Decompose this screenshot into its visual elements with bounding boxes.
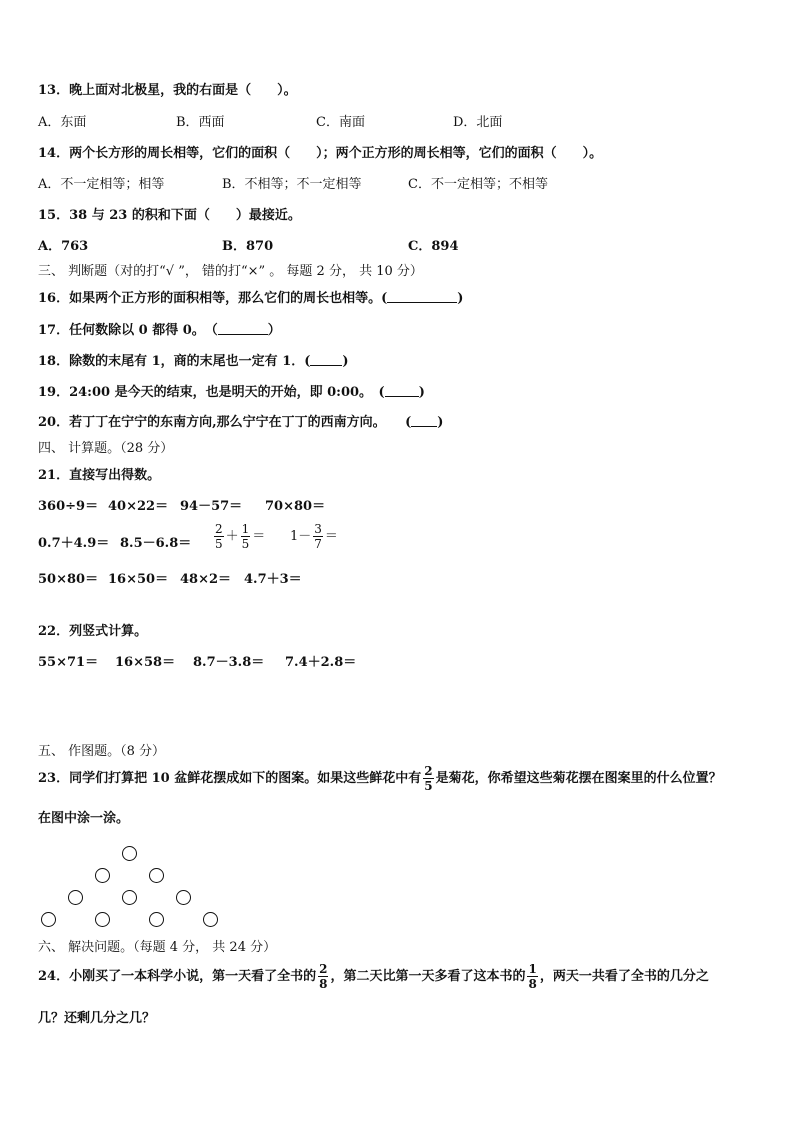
- question-18: [38, 353, 349, 371]
- question-20: [38, 414, 443, 432]
- calc-expression: 94－57＝: [180, 499, 243, 514]
- question-24-text: 24．小刚买了一本科学小说，第一天看了全书的: [38, 969, 317, 984]
- fraction: [313, 522, 323, 551]
- question-16-text: 16．如果两个正方形的面积相等，那么它们的周长也相等。(: [38, 291, 388, 306]
- lead-term: 1－: [290, 529, 312, 544]
- question-17-close: ）: [267, 323, 281, 338]
- q15-option-a: A．763: [38, 239, 89, 254]
- calc-expression: 70×80＝: [265, 499, 326, 514]
- question-17-text: 17．任何数除以 0 都得 0。 （: [38, 323, 218, 338]
- question-24-text-end: ，两天一共看了全书的几分之: [539, 969, 709, 984]
- q15-option-b: B．870: [222, 239, 274, 254]
- answer-blank-18[interactable]: [310, 353, 342, 366]
- q13-option-c: C．南面: [316, 115, 365, 130]
- operator: ＋: [225, 529, 239, 544]
- question-23-text-cont: 是菊花，你希望这些菊花摆在图案里的什么位置？: [435, 771, 722, 786]
- calc-expression: 7.4＋2.8＝: [285, 655, 357, 670]
- question-19: [38, 384, 425, 402]
- denominator: 8: [319, 977, 328, 991]
- numerator: 2: [215, 522, 223, 536]
- flower-circle[interactable]: [149, 912, 164, 927]
- question-18-text: 18．除数的末尾有 1，商的末尾也一定有 1．(: [38, 354, 311, 369]
- denominator: 5: [215, 537, 223, 551]
- question-21: 21．直接写出得数。: [38, 468, 161, 483]
- calc-expression: 8.7－3.8＝: [193, 655, 265, 670]
- numerator: 2: [424, 764, 433, 778]
- calc-expression: 50×80＝: [38, 572, 99, 587]
- calc-expression: 48×2＝: [180, 572, 232, 587]
- flower-circle[interactable]: [203, 912, 218, 927]
- section-4-title: 四、 计算题。（28 分）: [38, 441, 174, 456]
- denominator: 5: [424, 779, 433, 793]
- calc-expression: 16×58＝: [115, 655, 176, 670]
- question-16-close: ): [457, 291, 464, 306]
- question-17: [38, 322, 281, 340]
- fraction: [527, 962, 537, 991]
- section-3-title: 三、 判断题（对的打“√ ”， 错的打“×” 。 每题 2 分， 共 10 分）: [38, 264, 423, 279]
- question-20-text: 20．若丁丁在宁宁的东南方向,那么宁宁在丁丁的西南方向。 (: [38, 415, 412, 430]
- calc-expression: 0.7＋4.9＝: [38, 536, 110, 551]
- flower-circle[interactable]: [176, 890, 191, 905]
- question-23: [38, 764, 722, 793]
- answer-blank-20[interactable]: [411, 414, 437, 427]
- question-20-close: ): [437, 415, 444, 430]
- question-24-text-cont: ，第二天比第一天多看了这本书的: [330, 969, 526, 984]
- question-22: 22．列竖式计算。: [38, 624, 148, 639]
- calc-expression: 16×50＝: [108, 572, 169, 587]
- question-15: 15．38 与 23 的积和下面（ ）最接近。: [38, 208, 301, 223]
- flower-circle[interactable]: [95, 868, 110, 883]
- numerator: 1: [241, 522, 250, 536]
- q13-option-b: B．西面: [176, 115, 225, 130]
- numerator: 1: [528, 962, 537, 976]
- question-18-close: ): [342, 354, 349, 369]
- section-5-title: 五、 作图题。（8 分）: [38, 744, 166, 759]
- question-24-line2: 几？还剩几分之几？: [38, 1011, 156, 1026]
- denominator: 5: [241, 537, 250, 551]
- fraction: [318, 962, 328, 991]
- question-19-text: 19．24:00 是今天的结束，也是明天的开始，即 0:00。 (: [38, 385, 385, 400]
- denominator: 7: [314, 537, 322, 551]
- equals: ＝: [324, 529, 338, 544]
- flower-circle[interactable]: [122, 890, 137, 905]
- flower-circle[interactable]: [122, 846, 137, 861]
- flower-circle[interactable]: [68, 890, 83, 905]
- numerator: 3: [314, 522, 322, 536]
- calc-expression: 4.7＋3＝: [244, 572, 302, 587]
- section-6-title: 六、 解决问题。（每题 4 分， 共 24 分）: [38, 940, 277, 955]
- equals: ＝: [252, 529, 266, 544]
- question-14: 14．两个长方形的周长相等，它们的面积（ ）；两个正方形的周长相等，它们的面积（ ）。: [38, 146, 603, 161]
- calc-expression: 55×71＝: [38, 655, 99, 670]
- q13-option-d: D．北面: [453, 115, 503, 130]
- fraction: [423, 764, 433, 793]
- question-24: [38, 962, 709, 991]
- question-13: 13．晚上面对北极星，我的右面是（ ）。: [38, 83, 297, 98]
- answer-blank-17[interactable]: [218, 322, 268, 335]
- calc-expression: 8.5－6.8＝: [120, 536, 192, 551]
- flower-circle[interactable]: [149, 868, 164, 883]
- flower-circle[interactable]: [41, 912, 56, 927]
- question-23-line2: 在图中涂一涂。: [38, 811, 130, 826]
- q14-option-b: B．不相等；不一定相等: [222, 177, 362, 192]
- q14-option-a: A．不一定相等；相等: [38, 177, 165, 192]
- q15-option-c: C．894: [408, 239, 459, 254]
- calc-expression: 40×22＝: [108, 499, 169, 514]
- question-19-close: ): [418, 385, 425, 400]
- question-16: [38, 290, 463, 308]
- flower-circle[interactable]: [95, 912, 110, 927]
- fraction-expression: [212, 522, 265, 551]
- answer-blank-19[interactable]: [385, 384, 419, 397]
- fraction: [241, 522, 251, 551]
- calc-expression: 360÷9＝: [38, 499, 99, 514]
- numerator: 2: [319, 962, 328, 976]
- q13-option-a: A．东面: [38, 115, 87, 130]
- fraction-expression: [290, 522, 338, 551]
- question-23-text: 23．同学们打算把 10 盆鲜花摆成如下的图案。如果这些鲜花中有: [38, 771, 422, 786]
- q14-option-c: C．不一定相等；不相等: [408, 177, 548, 192]
- fraction: [214, 522, 224, 551]
- denominator: 8: [528, 977, 537, 991]
- answer-blank-16[interactable]: [387, 290, 457, 303]
